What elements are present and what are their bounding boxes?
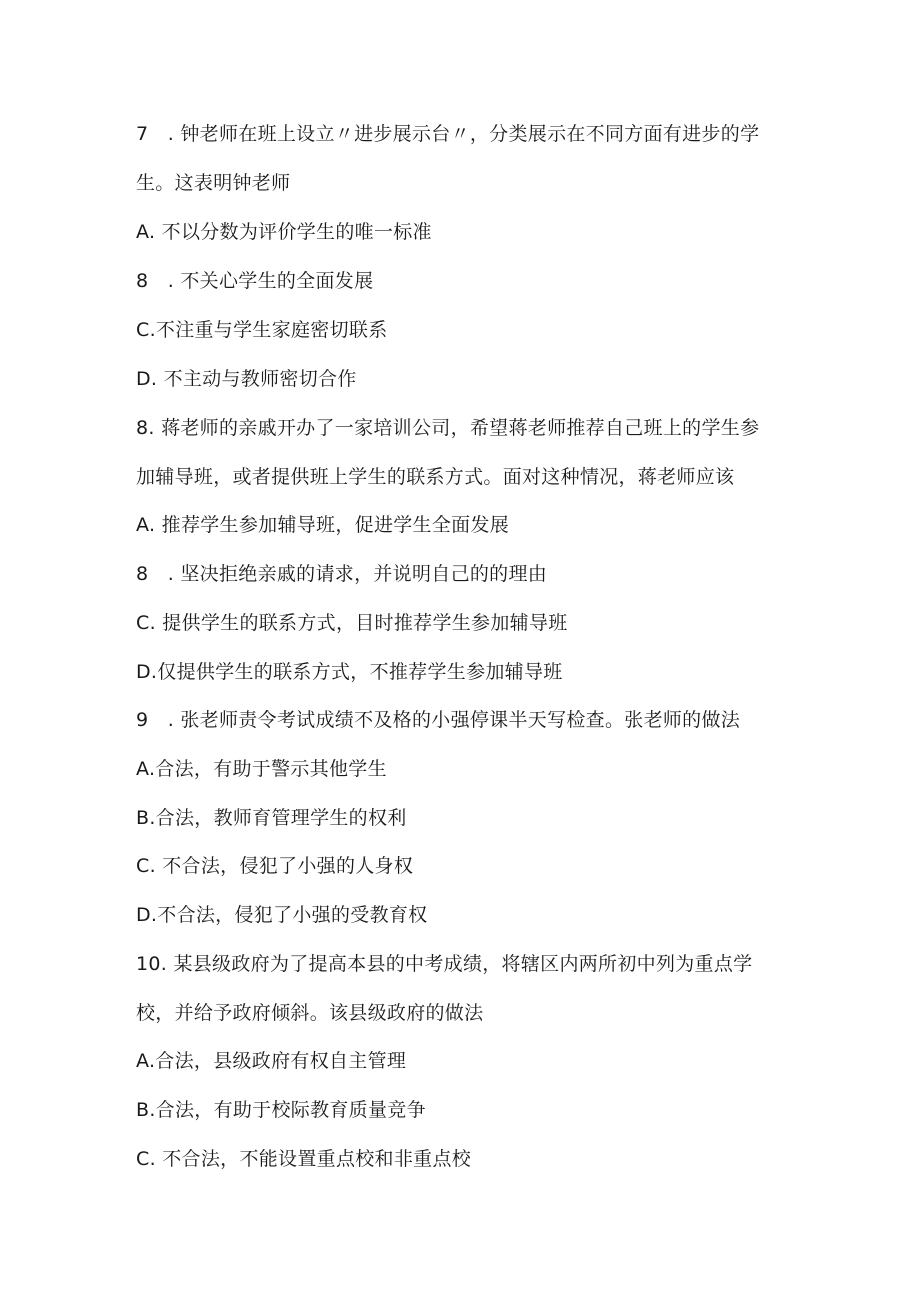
q8-option-d: D.仅提供学生的联系方式，不推荐学生参加辅导班 [136,661,563,683]
q8-stem-line2: 加辅导班，或者提供班上学生的联系方式。面对这种情况，蒋老师应该 [136,466,735,488]
q9-option-a: A.合法，有助于警示其他学生 [136,758,387,780]
q10-stem-line2: 校，并给予政府倾斜。该县级政府的做法 [136,1002,484,1024]
q10-option-a: A.合法，县级政府有权自主管理 [136,1050,407,1072]
q8-option-c: C. 提供学生的联系方式，目时推荐学生参加辅导班 [136,612,568,634]
q7-option-b: 8 . 不关心学生的全面发展 [136,270,374,292]
q7-option-a: A. 不以分数为评价学生的唯一标准 [136,221,432,243]
q9-option-b: B.合法，教师育管理学生的权利 [136,807,407,829]
q8-option-a: A. 推荐学生参加辅导班，促进学生全面发展 [136,514,510,536]
q9-option-c: C. 不合法，侵犯了小强的人身权 [136,855,414,877]
q7-stem-line1: 7 . 钟老师在班上设立〃进步展示台〃，分类展示在不同方面有进步的学 [136,123,760,145]
q7-option-d: D. 不主动与教师密切合作 [136,368,357,390]
q8-option-b: 8 . 坚决拒绝亲戚的请求，并说明自己的的理由 [136,563,548,585]
q10-option-b: B.合法，有助于校际教育质量竞争 [136,1099,426,1121]
q9-stem: 9 . 张老师责令考试成绩不及格的小强停课半天写检查。张老师的做法 [136,709,741,731]
q10-stem-line1: 10. 某县级政府为了提高本县的中考成绩，将辖区内两所初中列为重点学 [136,953,753,975]
q9-option-d: D.不合法，侵犯了小强的受教育权 [136,904,428,926]
q7-stem-line2: 生。这表明钟老师 [136,172,291,194]
q7-option-c: C.不注重与学生家庭密切联系 [136,319,388,341]
q10-option-c: C. 不合法，不能设置重点校和非重点校 [136,1148,472,1170]
q8-stem-line1: 8. 蒋老师的亲戚开办了一家培训公司，希望蒋老师推荐自己班上的学生参 [136,417,760,439]
